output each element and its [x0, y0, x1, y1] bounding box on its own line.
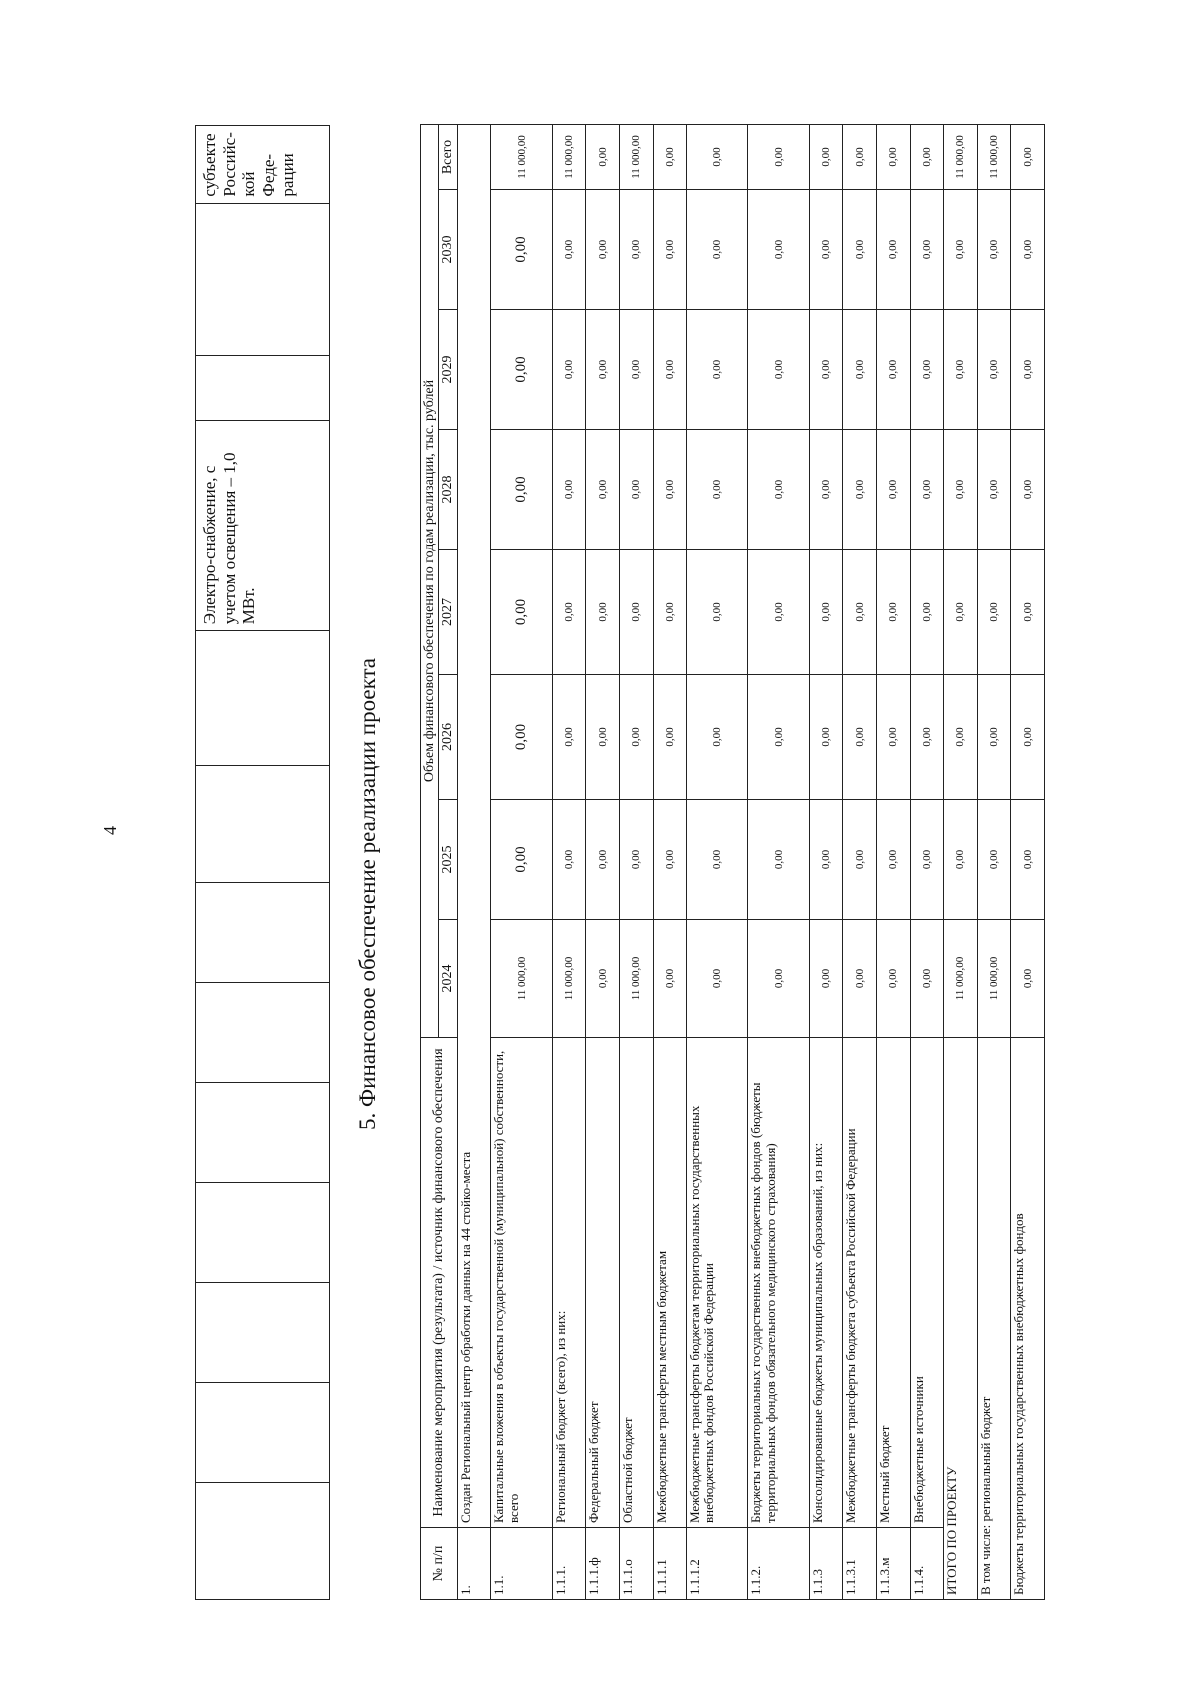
row-code: 1.1.1.	[552, 1528, 586, 1600]
row-value: 0,00	[1011, 800, 1045, 920]
row-value: 0,00	[910, 190, 944, 310]
previous-table-fragment	[195, 125, 330, 1600]
row-name: Бюджеты территориальных государственных внебюджетных фондов (бюджеты территориальных фондов обязательного медицинского страхования)	[748, 1038, 809, 1528]
fragment-row	[196, 126, 330, 1600]
row-value: 11 000,00	[552, 920, 586, 1038]
row-value: 0,00	[748, 550, 809, 675]
row-value: 0,00	[653, 310, 687, 430]
row-value: 0,00	[491, 430, 552, 550]
row-value: 0,00	[653, 800, 687, 920]
row-value: 0,00	[910, 920, 944, 1038]
fragment-cell	[196, 983, 330, 1083]
row-value: 0,00	[619, 675, 653, 800]
fragment-cell	[196, 1382, 330, 1482]
row-name: Региональный бюджет (всего), из них:	[552, 1038, 586, 1528]
row-value: 0,00	[619, 430, 653, 550]
row-value: 0,00	[944, 800, 978, 920]
row-value: 0,00	[843, 800, 877, 920]
row-value: 0,00	[877, 124, 911, 189]
row-name: Федеральный бюджет	[586, 1038, 620, 1528]
row-name: Бюджеты территориальных государственных внебюджетных фондов	[1011, 1038, 1045, 1600]
header-row-1	[421, 124, 439, 1599]
row-value: 0,00	[552, 675, 586, 800]
row-value: 0,00	[687, 800, 748, 920]
financing-table	[420, 125, 1045, 1600]
row-value: 0,00	[910, 550, 944, 675]
row-value: 0,00	[1011, 124, 1045, 189]
row-value: 0,00	[809, 124, 843, 189]
row-value: 0,00	[586, 675, 620, 800]
row-value: 11 000,00	[944, 124, 978, 189]
row-value: 0,00	[1011, 675, 1045, 800]
table-row	[457, 124, 491, 1599]
table-row	[977, 124, 1011, 1599]
row-value: 0,00	[977, 675, 1011, 800]
row-value: 0,00	[586, 800, 620, 920]
row-name: Межбюджетные трансферты местным бюджетам	[653, 1038, 687, 1528]
financing-table-body	[457, 124, 1044, 1599]
row-value: 0,00	[1011, 310, 1045, 430]
row-value: 11 000,00	[491, 124, 552, 189]
header-volume: Объем финансового обеспечения по годам реализации, тыс. рублей	[421, 124, 439, 1037]
row-code: 1.1.3.1	[843, 1528, 877, 1600]
row-name: Местный бюджет	[877, 1038, 911, 1528]
fragment-cell	[196, 203, 330, 355]
row-value: 0,00	[491, 550, 552, 675]
row-value: 0,00	[653, 124, 687, 189]
row-value: 0,00	[910, 430, 944, 550]
row-value: 0,00	[552, 550, 586, 675]
fragment-cell: Электро-снабжение, с учетом освещения – 1,0 МВт.	[196, 420, 330, 631]
row-value: 0,00	[619, 310, 653, 430]
header-year: 2025	[439, 800, 457, 920]
row-value: 0,00	[1011, 550, 1045, 675]
row-value: 0,00	[977, 190, 1011, 310]
row-code: 1.1.3	[809, 1528, 843, 1600]
row-value: 0,00	[877, 310, 911, 430]
fragment-cell	[196, 1282, 330, 1382]
row-value: 0,00	[910, 310, 944, 430]
fragment-cell	[196, 765, 330, 882]
header-total: Всего	[439, 124, 457, 189]
row-value: 0,00	[491, 675, 552, 800]
row-value: 0,00	[843, 675, 877, 800]
row-value: 0,00	[748, 124, 809, 189]
fragment-cell: субъекте Российс-кой Феде-рации	[196, 126, 330, 204]
table-row	[809, 124, 843, 1599]
row-code: 1.	[457, 1528, 491, 1600]
fragment-cell	[196, 1482, 330, 1599]
row-value: 0,00	[843, 430, 877, 550]
row-value: 0,00	[653, 430, 687, 550]
row-name: Консолидированные бюджеты муниципальных образований, из них:	[809, 1038, 843, 1528]
row-value: 11 000,00	[619, 124, 653, 189]
table-row	[910, 124, 944, 1599]
row-value: 0,00	[977, 800, 1011, 920]
section-title: 5. Финансовое обеспечение реализации проекта	[355, 657, 380, 1130]
row-value: 0,00	[944, 310, 978, 430]
row-code: 1.1.1.о	[619, 1528, 653, 1600]
row-value: 11 000,00	[977, 124, 1011, 189]
row-name: Межбюджетные трансферты бюджета субъекта Российской Федерации	[843, 1038, 877, 1528]
row-value: 0,00	[586, 190, 620, 310]
row-value: 0,00	[910, 124, 944, 189]
row-value: 0,00	[809, 190, 843, 310]
row-name: В том числе: региональный бюджет	[977, 1038, 1011, 1600]
table-row	[877, 124, 911, 1599]
table-row	[653, 124, 687, 1599]
row-value: 0,00	[877, 430, 911, 550]
row-name: Капитальные вложения в объекты государственной (муниципальной) собственности, всего	[491, 1038, 552, 1528]
row-value: 11 000,00	[944, 920, 978, 1038]
row-value: 0,00	[843, 124, 877, 189]
row-name: Межбюджетные трансферты бюджетам территориальных государственных внебюджетных фондов Российской Федерации	[687, 1038, 748, 1528]
row-value: 0,00	[586, 430, 620, 550]
row-value: 0,00	[809, 550, 843, 675]
row-value: 0,00	[977, 310, 1011, 430]
page-number: 4	[100, 826, 120, 835]
header-year: 2029	[439, 310, 457, 430]
row-value: 0,00	[748, 800, 809, 920]
row-value: 0,00	[687, 124, 748, 189]
row-code: 1.1.1.1	[653, 1528, 687, 1600]
row-name: Областной бюджет	[619, 1038, 653, 1528]
row-value: 11 000,00	[491, 920, 552, 1038]
header-num: № п/п	[421, 1528, 458, 1600]
row-name: Внебюджетные источники	[910, 1038, 944, 1528]
table-row	[1011, 124, 1045, 1599]
row-value: 0,00	[586, 920, 620, 1038]
row-value: 0,00	[877, 675, 911, 800]
row-value: 0,00	[748, 675, 809, 800]
row-value: 0,00	[491, 190, 552, 310]
header-year: 2024	[439, 920, 457, 1038]
table-row	[748, 124, 809, 1599]
row-value: 0,00	[687, 920, 748, 1038]
row-value: 0,00	[877, 800, 911, 920]
row-value: 0,00	[809, 920, 843, 1038]
table-row	[552, 124, 586, 1599]
row-value: 0,00	[619, 550, 653, 675]
fragment-cell	[196, 631, 330, 766]
table-row	[944, 124, 978, 1599]
header-year: 2027	[439, 550, 457, 675]
row-value: 0,00	[653, 550, 687, 675]
row-value: 0,00	[552, 430, 586, 550]
row-value: 0,00	[586, 124, 620, 189]
header-year: 2028	[439, 430, 457, 550]
row-value: 0,00	[1011, 190, 1045, 310]
header-year: 2030	[439, 190, 457, 310]
row-value: 0,00	[653, 190, 687, 310]
fragment-cell	[196, 355, 330, 420]
row-value: 0,00	[619, 190, 653, 310]
row-value: 0,00	[1011, 430, 1045, 550]
row-value: 0,00	[1011, 920, 1045, 1038]
row-value: 0,00	[944, 550, 978, 675]
row-value: 0,00	[552, 190, 586, 310]
row-value: 0,00	[843, 190, 877, 310]
row-value: 0,00	[944, 675, 978, 800]
row-value: 0,00	[877, 920, 911, 1038]
row-value: 0,00	[748, 430, 809, 550]
row-value: 0,00	[687, 675, 748, 800]
row-code: 1.1.1.2	[687, 1528, 748, 1600]
row-value: 0,00	[877, 550, 911, 675]
row-value: 0,00	[843, 920, 877, 1038]
row-value: 0,00	[491, 310, 552, 430]
fragment-cell	[196, 883, 330, 983]
row-value: 0,00	[552, 310, 586, 430]
row-value: 0,00	[944, 430, 978, 550]
row-value: 0,00	[586, 550, 620, 675]
row-value: 0,00	[653, 920, 687, 1038]
fragment-cell	[196, 1182, 330, 1282]
row-value: 0,00	[653, 675, 687, 800]
row-value: 0,00	[748, 190, 809, 310]
header-name: Наименование мероприятия (результата) / источник финансового обеспечения	[421, 1038, 458, 1528]
row-value: 0,00	[619, 800, 653, 920]
row-value: 0,00	[491, 800, 552, 920]
row-value: 0,00	[552, 800, 586, 920]
row-value: 0,00	[809, 800, 843, 920]
table-row	[843, 124, 877, 1599]
row-value: 0,00	[687, 430, 748, 550]
row-value: 0,00	[687, 190, 748, 310]
fragment-cell	[196, 1083, 330, 1183]
table-row	[687, 124, 748, 1599]
row-value: 0,00	[944, 190, 978, 310]
row-name: Создан Региональный центр обработки данных на 44 стойко-места	[457, 124, 491, 1527]
table-row	[619, 124, 653, 1599]
row-code: 1.1.	[491, 1528, 552, 1600]
row-code: 1.1.2.	[748, 1528, 809, 1600]
row-value: 0,00	[809, 310, 843, 430]
row-code: 1.1.3.м	[877, 1528, 911, 1600]
row-value: 0,00	[977, 430, 1011, 550]
row-value: 0,00	[809, 430, 843, 550]
row-value: 11 000,00	[977, 920, 1011, 1038]
row-value: 0,00	[687, 310, 748, 430]
row-value: 0,00	[977, 550, 1011, 675]
header-year: 2026	[439, 675, 457, 800]
row-value: 0,00	[809, 675, 843, 800]
row-value: 0,00	[687, 550, 748, 675]
row-value: 0,00	[748, 920, 809, 1038]
table-row	[586, 124, 620, 1599]
row-value: 0,00	[877, 190, 911, 310]
row-value: 11 000,00	[619, 920, 653, 1038]
row-code: 1.1.4.	[910, 1528, 944, 1600]
row-value: 0,00	[843, 310, 877, 430]
row-value: 0,00	[910, 675, 944, 800]
row-code: 1.1.1.ф	[586, 1528, 620, 1600]
row-value: 0,00	[586, 310, 620, 430]
row-name: ИТОГО ПО ПРОЕКТУ	[944, 1038, 978, 1600]
table-row	[491, 124, 552, 1599]
row-value: 0,00	[748, 310, 809, 430]
row-value: 0,00	[910, 800, 944, 920]
row-value: 0,00	[843, 550, 877, 675]
row-value: 11 000,00	[552, 124, 586, 189]
